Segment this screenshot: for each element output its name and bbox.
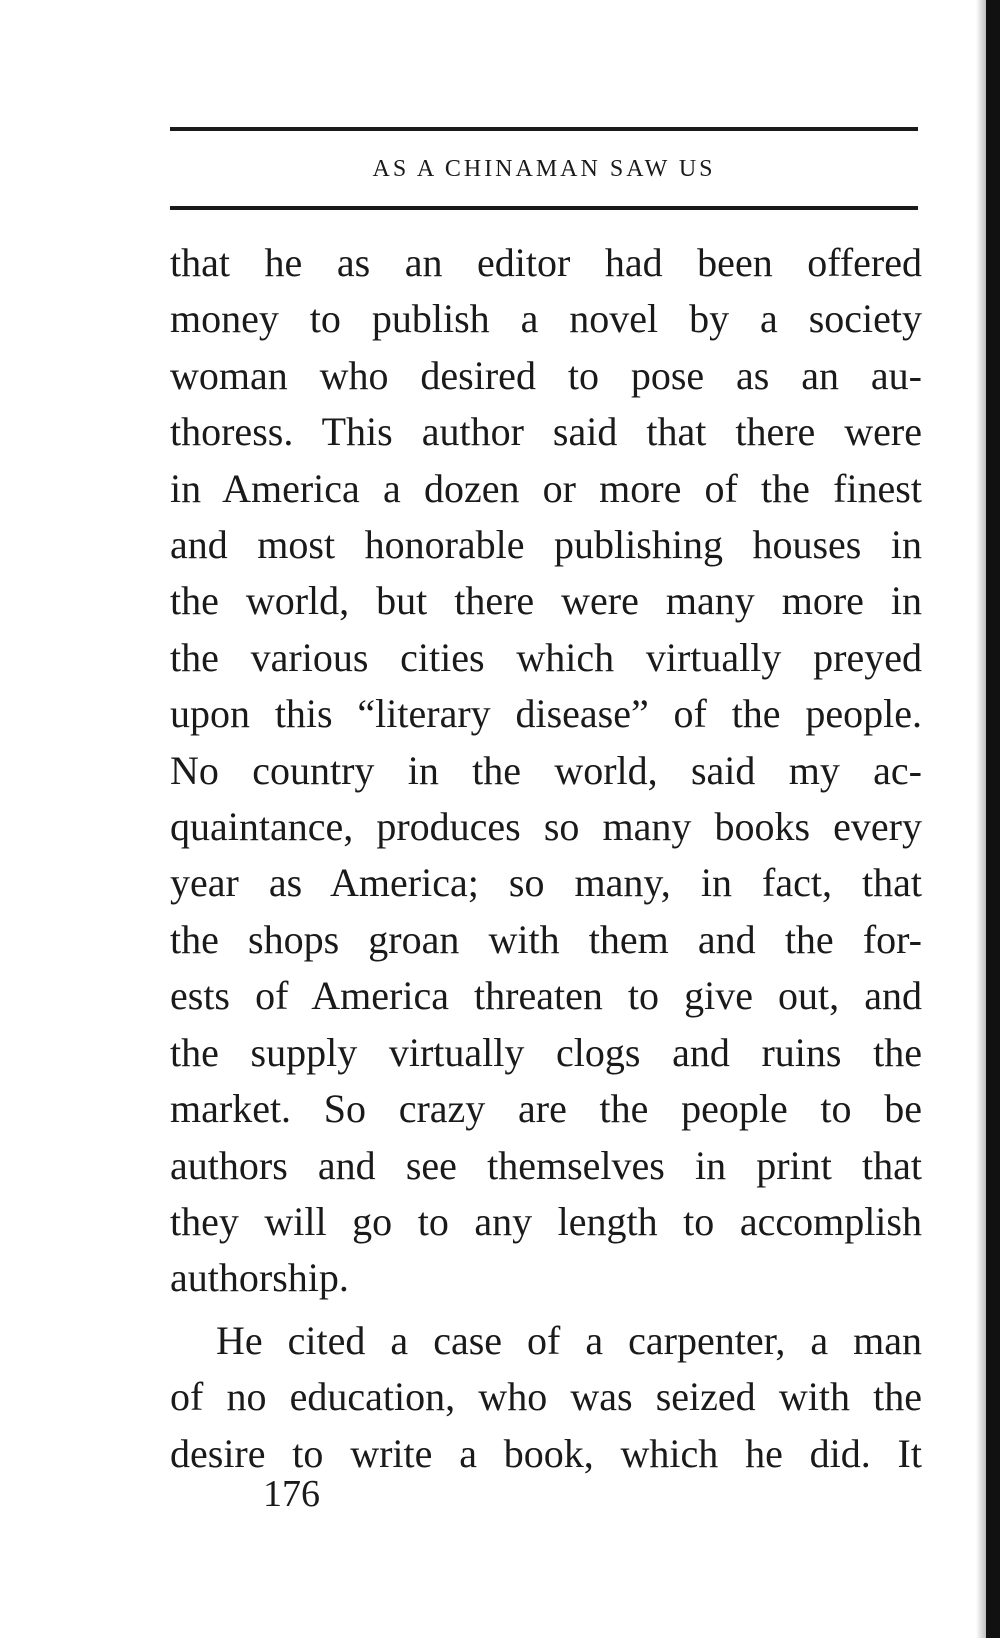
text-line: ests of America threaten to give out, and	[170, 973, 922, 1019]
text-line: that he as an editor had been offered	[170, 240, 922, 285]
paragraph-1	[170, 235, 922, 1307]
body-text	[170, 235, 922, 1482]
text-line: in America a dozen or more of the finest	[170, 465, 922, 511]
text-line: No country in the world, said my ac-	[170, 747, 922, 793]
text-line: authors and see themselves in print that	[170, 1142, 922, 1188]
text-line: thoress. This author said that there were	[170, 409, 922, 455]
text-line: quaintance, produces so many books every	[170, 804, 922, 850]
paragraph-2	[170, 1313, 922, 1482]
header-rule-bottom	[170, 206, 918, 210]
running-head: AS A CHINAMAN SAW US	[372, 156, 716, 182]
text-line: the shops groan with them and the for-	[170, 916, 922, 962]
text-line: He cited a case of a carpenter, a man	[216, 1317, 922, 1363]
text-line: they will go to any length to accomplish	[170, 1198, 922, 1244]
text-line: year as America; so many, in fact, that	[170, 860, 922, 906]
text-line: authorship.	[170, 1255, 349, 1301]
text-line: of no education, who was seized with the	[170, 1374, 922, 1420]
text-line: the various cities which virtually preyed	[170, 634, 922, 680]
text-line: the world, but there were many more in	[170, 578, 922, 624]
text-line: upon this “literary disease” of the people.	[170, 691, 922, 737]
page-edge-shadow	[976, 0, 986, 1638]
text-line: money to publish a novel by a society	[170, 296, 922, 342]
page-number: 176	[263, 1473, 320, 1515]
text-line: and most honorable publishing houses in	[170, 522, 922, 568]
text-line: desire to write a book, which he did. It	[170, 1430, 922, 1476]
text-line: the supply virtually clogs and ruins the	[170, 1029, 922, 1075]
header-rule-top	[170, 127, 918, 131]
text-line: market. So crazy are the people to be	[170, 1086, 922, 1132]
text-line: woman who desired to pose as an au-	[170, 352, 922, 398]
book-spine-edge	[986, 0, 1000, 1638]
